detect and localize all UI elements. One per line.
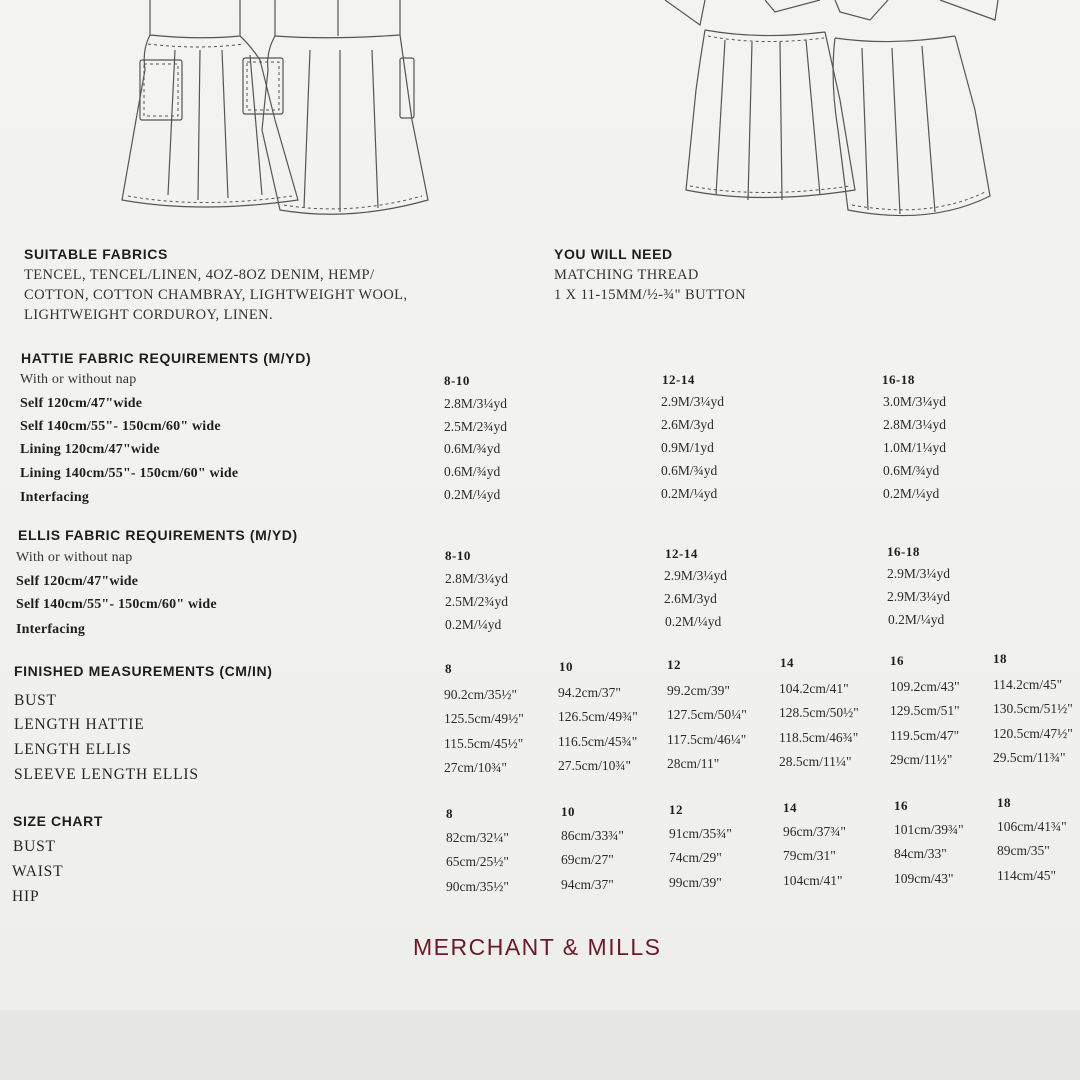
cell: 2.8M/3¼yd [444, 396, 508, 411]
hattie-dress-drawing [122, 0, 428, 214]
size-16-header: 16 [894, 798, 908, 813]
cell: 114cm/45" [997, 868, 1057, 883]
you-will-need-heading: YOU WILL NEED [554, 246, 673, 262]
cell: 27cm/10¾" [444, 760, 507, 775]
cell: 84cm/33" [894, 846, 947, 861]
cell: 128.5cm/50½" [779, 705, 859, 720]
cell: 2.9M/3¼yd [887, 566, 951, 581]
cell: 65cm/25½" [446, 854, 509, 869]
cell: 2.6M/3yd [661, 417, 714, 432]
finished-measurements-heading: FINISHED MEASUREMENTS (CM/IN) [14, 663, 273, 679]
garment-line-drawings [0, 0, 1080, 240]
cell: 109.2cm/43" [890, 679, 960, 694]
cell: 115.5cm/45½" [444, 736, 524, 751]
cell: 0.6M/¾yd [883, 463, 940, 478]
row-label: Self 140cm/55"- 150cm/60" wide [20, 419, 221, 434]
hattie-nap-label: With or without nap [20, 372, 137, 387]
size-8-header: 8 [445, 661, 452, 676]
cell: 117.5cm/46¼" [667, 732, 747, 747]
size-18-header: 18 [993, 651, 1007, 666]
cell: 130.5cm/51½" [993, 701, 1073, 716]
row-label: Interfacing [20, 490, 90, 505]
cell: 94cm/37" [561, 877, 614, 892]
cell: 94.2cm/37" [558, 685, 621, 700]
cell: 109cm/43" [894, 871, 954, 886]
row-label: Interfacing [16, 622, 86, 637]
brand-logo: MERCHANT & MILLS [413, 934, 662, 960]
cell: 79cm/31" [783, 848, 836, 863]
cell: 2.9M/3¼yd [664, 568, 728, 583]
hattie-size-header: 16-18 [882, 372, 915, 387]
fabric-line: TENCEL, TENCEL/LINEN, 4OZ-8OZ DENIM, HEMP/ [24, 267, 375, 283]
cell: 27.5cm/10¾" [558, 758, 632, 773]
cell: 104cm/41" [783, 873, 843, 888]
row-label: SLEEVE LENGTH ELLIS [14, 766, 199, 783]
cell: 90.2cm/35½" [444, 687, 518, 702]
ellis-nap-label: With or without nap [16, 550, 133, 565]
cell: 126.5cm/49¾" [558, 709, 638, 724]
cell: 28.5cm/11¼" [779, 754, 852, 769]
row-label: BUST [14, 692, 57, 709]
ellis-size-header: 16-18 [887, 544, 920, 559]
size-16-header: 16 [890, 653, 904, 668]
cell: 118.5cm/46¾" [779, 730, 859, 745]
cell: 29cm/11½" [890, 752, 953, 767]
cell: 106cm/41¾" [997, 819, 1067, 834]
cell: 114.2cm/45" [993, 677, 1063, 692]
row-label: LENGTH HATTIE [14, 716, 145, 733]
cell: 0.9M/1yd [661, 440, 714, 455]
cell: 2.9M/3¼yd [661, 394, 725, 409]
cell: 96cm/37¾" [783, 824, 846, 839]
cell: 2.6M/3yd [664, 591, 717, 606]
ellis-size-header: 12-14 [665, 546, 698, 561]
hattie-size-header: 12-14 [662, 372, 695, 387]
row-label: Self 120cm/47"wide [20, 396, 143, 411]
fabric-line: COTTON, COTTON CHAMBRAY, LIGHTWEIGHT WOOL, [24, 287, 408, 303]
row-label: BUST [13, 838, 56, 855]
cell: 90cm/35½" [446, 879, 509, 894]
cell: 0.2M/¼yd [665, 614, 722, 629]
cell: 0.6M/¾yd [444, 441, 501, 456]
cell: 86cm/33¾" [561, 828, 624, 843]
hattie-size-header: 8-10 [444, 373, 470, 388]
cell: 0.2M/¼yd [661, 486, 718, 501]
row-label: WAIST [12, 863, 64, 880]
cell: 3.0M/3¼yd [883, 394, 947, 409]
size-14-header: 14 [780, 655, 794, 670]
row-label: LENGTH ELLIS [14, 741, 132, 758]
cell: 2.8M/3¼yd [445, 571, 509, 586]
cell: 74cm/29" [669, 850, 722, 865]
cell: 82cm/32¼" [446, 830, 509, 845]
size-18-header: 18 [997, 795, 1011, 810]
size-8-header: 8 [446, 806, 453, 821]
cell: 89cm/35" [997, 843, 1050, 858]
cell: 28cm/11" [667, 756, 720, 771]
cell: 1.0M/1¼yd [883, 440, 947, 455]
need-item: 1 X 11-15MM/½-¾" BUTTON [554, 287, 746, 303]
cell: 29.5cm/11¾" [993, 750, 1066, 765]
cell: 129.5cm/51" [890, 703, 960, 718]
ellis-size-header: 8-10 [445, 548, 471, 563]
cell: 104.2cm/41" [779, 681, 849, 696]
row-label: Self 140cm/55"- 150cm/60" wide [16, 597, 217, 612]
need-item: MATCHING THREAD [554, 267, 699, 283]
fabric-line: LIGHTWEIGHT CORDUROY, LINEN. [24, 307, 274, 323]
cell: 2.9M/3¼yd [887, 589, 951, 604]
cell: 0.2M/¼yd [883, 486, 940, 501]
cell: 101cm/39¾" [894, 822, 964, 837]
cell: 0.6M/¾yd [661, 463, 718, 478]
cell: 2.8M/3¼yd [883, 417, 947, 432]
cell: 99cm/39" [669, 875, 722, 890]
row-label: Self 120cm/47"wide [16, 574, 139, 589]
size-10-header: 10 [561, 804, 575, 819]
cell: 2.5M/2¾yd [445, 594, 509, 609]
cell: 116.5cm/45¾" [558, 734, 638, 749]
cell: 0.2M/¼yd [888, 612, 945, 627]
row-label: HIP [12, 888, 40, 905]
size-chart-heading: SIZE CHART [13, 813, 103, 829]
size-12-header: 12 [669, 802, 683, 817]
size-12-header: 12 [667, 657, 681, 672]
cell: 0.6M/¾yd [444, 464, 501, 479]
suitable-fabrics-heading: SUITABLE FABRICS [24, 246, 168, 262]
cell: 125.5cm/49½" [444, 711, 524, 726]
hattie-requirements-heading: HATTIE FABRIC REQUIREMENTS (M/YD) [21, 350, 312, 366]
wall-background [0, 1010, 1080, 1080]
ellis-dress-drawing [665, 0, 998, 216]
cell: 0.2M/¼yd [444, 487, 501, 502]
size-10-header: 10 [559, 659, 573, 674]
cell: 99.2cm/39" [667, 683, 730, 698]
ellis-requirements-heading: ELLIS FABRIC REQUIREMENTS (M/YD) [18, 527, 298, 543]
row-label: Lining 120cm/47"wide [20, 442, 160, 457]
cell: 120.5cm/47½" [993, 726, 1073, 741]
cell: 91cm/35¾" [669, 826, 732, 841]
cell: 2.5M/2¾yd [444, 419, 508, 434]
cell: 0.2M/¼yd [445, 617, 502, 632]
size-14-header: 14 [783, 800, 797, 815]
row-label: Lining 140cm/55"- 150cm/60" wide [20, 466, 239, 481]
cell: 127.5cm/50¼" [667, 707, 747, 722]
cell: 119.5cm/47" [890, 728, 960, 743]
cell: 69cm/27" [561, 852, 614, 867]
